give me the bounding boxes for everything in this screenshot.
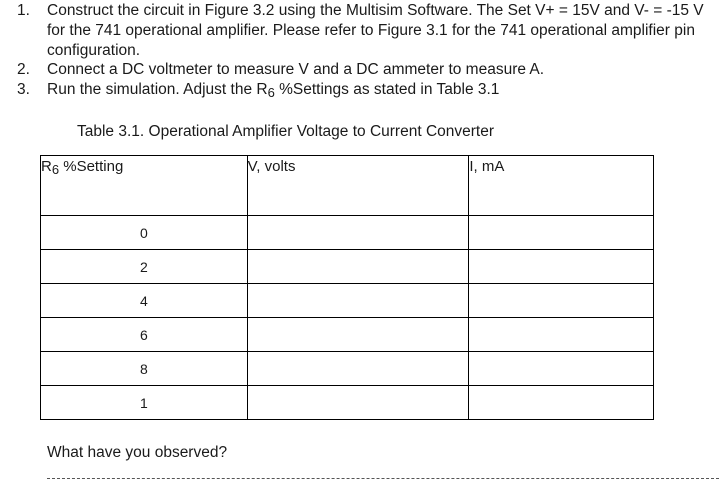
volts-cell[interactable]: [247, 318, 469, 352]
instruction-list: [0, 0, 719, 100]
ma-cell[interactable]: [469, 250, 654, 284]
setting-cell: 4: [41, 284, 248, 318]
instruction-step-1: [0, 1, 719, 61]
ma-cell[interactable]: [469, 386, 654, 420]
header-r6-rest: %Setting: [59, 158, 124, 175]
observation-question: What have you observed?: [47, 444, 228, 461]
volts-cell[interactable]: [247, 216, 469, 250]
step-text-after: %Settings as stated in Table 3.1: [274, 81, 500, 98]
step-text: Construct the circuit in Figure 3.2 using the Multisim Software. The Set V+ = 15V and V- = -15 V for the 741 operational amplifier. Please refer to Figure 3.1 for the 741 operational amplifier pin configuration.: [47, 2, 704, 59]
setting-cell: 2: [41, 250, 248, 284]
step-text-before: Run the simulation. Adjust the R: [47, 81, 268, 98]
header-r6-subscript: 6: [51, 162, 60, 177]
header-ma: I, mA: [469, 156, 654, 216]
table-row: [41, 216, 654, 250]
table-header-row: [41, 156, 654, 216]
volts-cell[interactable]: [247, 284, 469, 318]
table-row: [41, 284, 654, 318]
ma-cell[interactable]: [469, 284, 654, 318]
instruction-step-2: [0, 60, 719, 80]
results-table: [40, 155, 654, 420]
step-text: Connect a DC voltmeter to measure V and a DC ammeter to measure A.: [47, 61, 545, 78]
volts-cell[interactable]: [247, 386, 469, 420]
ma-cell[interactable]: [469, 352, 654, 386]
table-row: [41, 250, 654, 284]
setting-cell: 1: [41, 386, 248, 420]
table-row: [41, 352, 654, 386]
ma-cell[interactable]: [469, 318, 654, 352]
volts-cell[interactable]: [247, 250, 469, 284]
step-number: 3.: [17, 81, 30, 98]
step-number: 1.: [17, 2, 30, 19]
step-number: 2.: [17, 61, 30, 78]
instruction-step-3: [0, 80, 719, 100]
volts-cell[interactable]: [247, 352, 469, 386]
table-row: [41, 318, 654, 352]
ma-cell[interactable]: [469, 216, 654, 250]
table-title: Table 3.1. Operational Amplifier Voltage to Current Converter: [77, 123, 495, 140]
answer-line[interactable]: [47, 478, 719, 479]
setting-cell: 6: [41, 318, 248, 352]
setting-cell: 0: [41, 216, 248, 250]
resistor-subscript: 6: [267, 85, 275, 100]
header-r6-setting: [41, 156, 248, 216]
table-row: [41, 386, 654, 420]
setting-cell: 8: [41, 352, 248, 386]
header-r6-main: R: [41, 158, 52, 175]
header-volts: V, volts: [247, 156, 469, 216]
